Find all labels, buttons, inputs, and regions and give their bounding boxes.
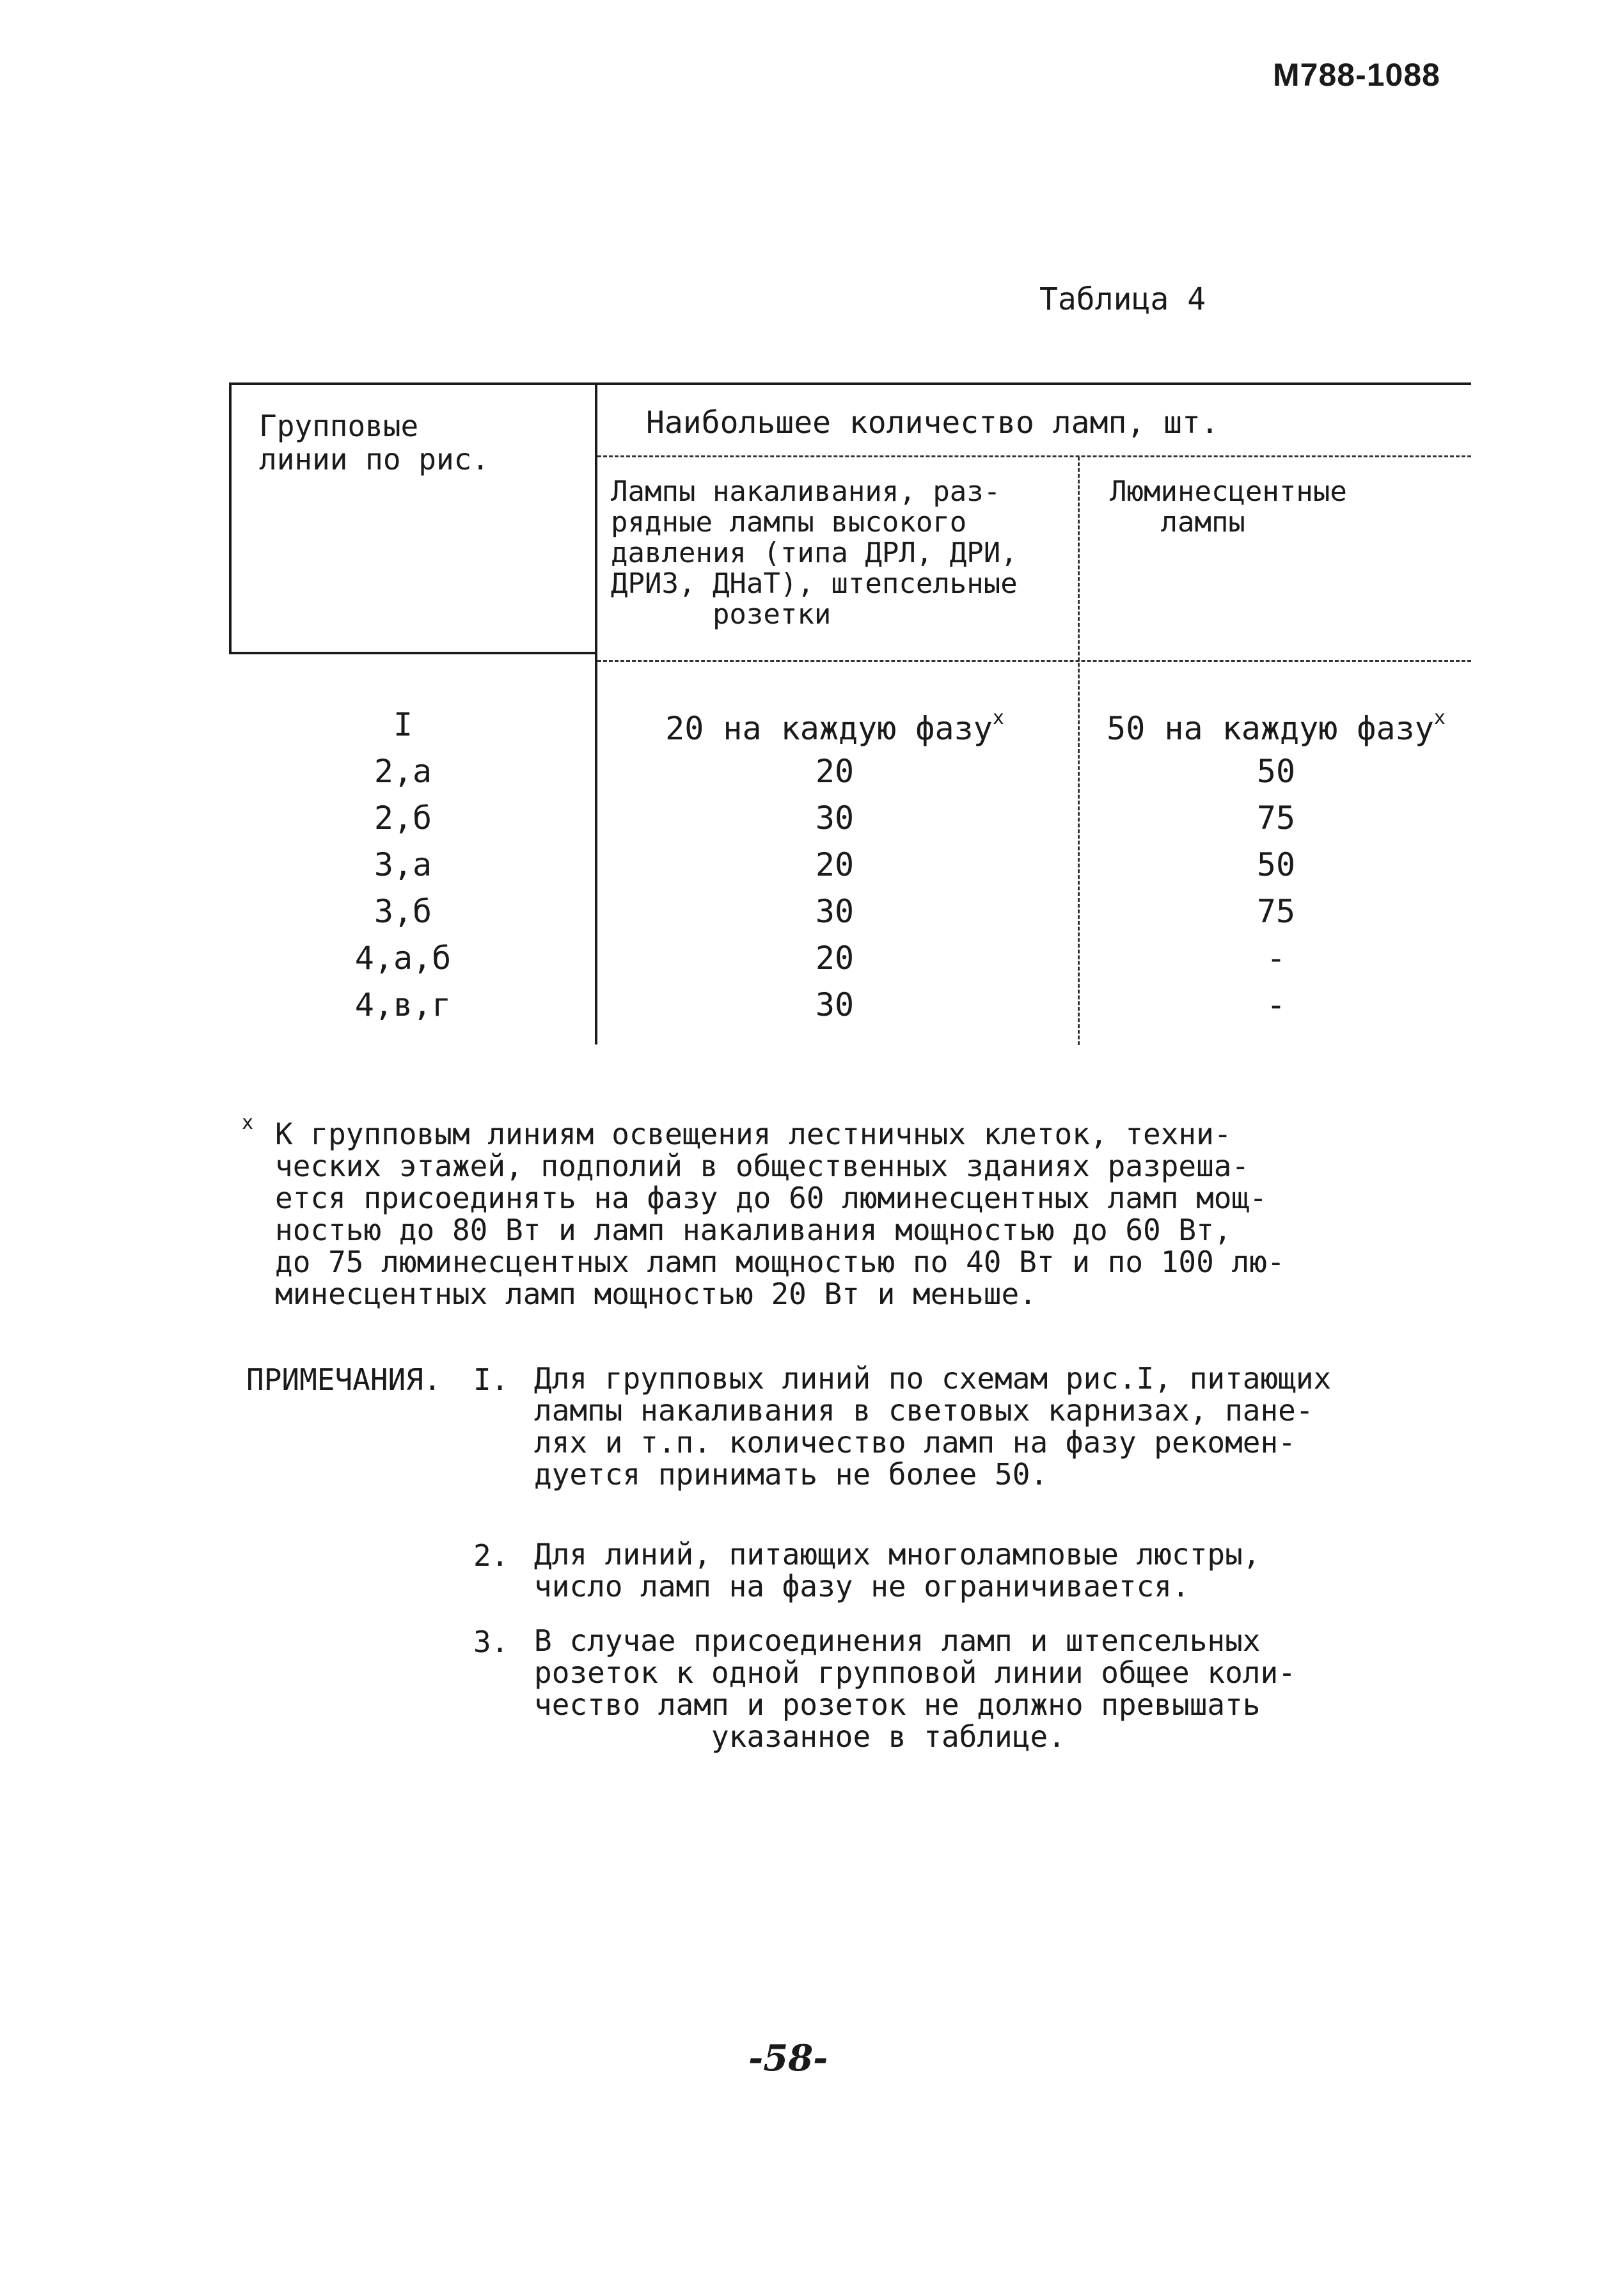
row-fluorescent-count	[1081, 753, 1471, 790]
note-2-text: Для линий, питающих многоламповые люстры, число ламп на фазу не ограничивается.	[534, 1537, 1261, 1604]
row-fluorescent-count	[1081, 800, 1471, 837]
row-incandescent-count-value: 20	[815, 940, 855, 977]
header-incandescent: Лампы накаливания, раз- рядные лампы высокого давления (типа ДРЛ, ДРИ, ДРИЗ, ДНаТ), штепсельные розетки	[611, 475, 1018, 631]
row-incandescent-count-value: 30	[815, 893, 855, 930]
row-fluorescent-count	[1081, 709, 1471, 745]
row-fluorescent-count	[1081, 940, 1471, 977]
row-incandescent-count	[604, 893, 1065, 930]
note-3-number: 3.	[473, 1625, 509, 1659]
row-incandescent-count-value: 20	[815, 846, 855, 883]
note-3-text: В случае присоединения ламп и штепсельных розеток к одной групповой линии общее коли- чество ламп и розеток не должно превышать указанное в таблице.	[534, 1623, 1296, 1754]
header-group-lines: Групповые линии по рис.	[259, 409, 490, 477]
table-caption: Таблица 4	[1039, 281, 1206, 317]
row-incandescent-count	[604, 709, 1065, 745]
row-line-label	[320, 940, 486, 977]
row-incandescent-count-value: 20	[815, 753, 855, 790]
row-line-label	[320, 800, 486, 837]
row-incandescent-count	[604, 846, 1065, 883]
row-line-label-value: I	[393, 706, 413, 743]
note-1-text: Для групповых линий по схемам рис.I, питающих лампы накаливания в световых карнизах, пане- лях и т.п. количество ламп на фазу рекомен- дуется принимать не более 50.	[534, 1361, 1332, 1492]
footnote-text: К групповым линиям освещения лестничных клеток, техни- ческих этажей, подполий в общественных зданиях разреша- ется присоединять на фазу до 60 люминесцентных ламп мощ- ностью до 80 Вт и ламп накаливания мощностью до 60 Вт, до 75 люминесцентных ламп мощностью по 40 Вт и по 100 лю- минесцентных ламп мощностью 20 Вт и меньше.	[275, 1117, 1285, 1311]
note-1-number: I.	[473, 1362, 509, 1397]
row-line-label	[320, 846, 486, 883]
header-max-lamps: Наибольшее количество ламп, шт.	[646, 405, 1219, 441]
header-fluorescent: Люминесцентные лампы	[1110, 475, 1347, 539]
row-fluorescent-count-value: 75	[1256, 800, 1296, 837]
row-incandescent-count	[604, 940, 1065, 977]
row-fluorescent-count	[1081, 893, 1471, 930]
row-fluorescent-count-value: 75	[1256, 893, 1296, 930]
row-incandescent-count	[604, 986, 1065, 1023]
row-fluorescent-count-value: 50 на каждую фазу	[1107, 710, 1434, 747]
row-line-label-value: 3,а	[374, 846, 432, 883]
row-line-label	[320, 753, 486, 790]
row-line-label	[320, 893, 486, 930]
row-line-label-value: 4,в,г	[354, 986, 452, 1023]
row-incandescent-count	[604, 753, 1065, 790]
document-code: М788-1088	[1273, 57, 1440, 93]
row-fluorescent-count-value: 50	[1256, 846, 1296, 883]
row-line-label-value: 2,б	[374, 800, 432, 837]
row-fluorescent-count	[1081, 846, 1471, 883]
row-line-label-value: 2,а	[374, 753, 432, 790]
note-2-number: 2.	[473, 1538, 509, 1573]
row-incandescent-count-value: 30	[815, 800, 855, 837]
row-fluorescent-count-value: 50	[1256, 753, 1296, 790]
row-incandescent-count-value: 30	[815, 986, 855, 1023]
footnote-marker: x	[992, 707, 1004, 729]
row-fluorescent-count	[1081, 986, 1471, 1023]
row-line-label-value: 3,б	[374, 893, 432, 930]
page-number: -58-	[748, 2037, 828, 2079]
row-incandescent-count-value: 20 на каждую фазу	[665, 710, 993, 747]
footnote-marker: x	[1433, 707, 1446, 729]
row-fluorescent-count-value: -	[1266, 940, 1286, 977]
row-fluorescent-count-value: -	[1266, 986, 1286, 1023]
row-line-label	[320, 706, 486, 743]
row-incandescent-count	[604, 800, 1065, 837]
row-line-label-value: 4,а,б	[354, 940, 452, 977]
row-line-label	[320, 986, 486, 1023]
notes-heading: ПРИМЕЧАНИЯ.	[246, 1362, 441, 1397]
footnote-mark: x	[242, 1112, 254, 1134]
